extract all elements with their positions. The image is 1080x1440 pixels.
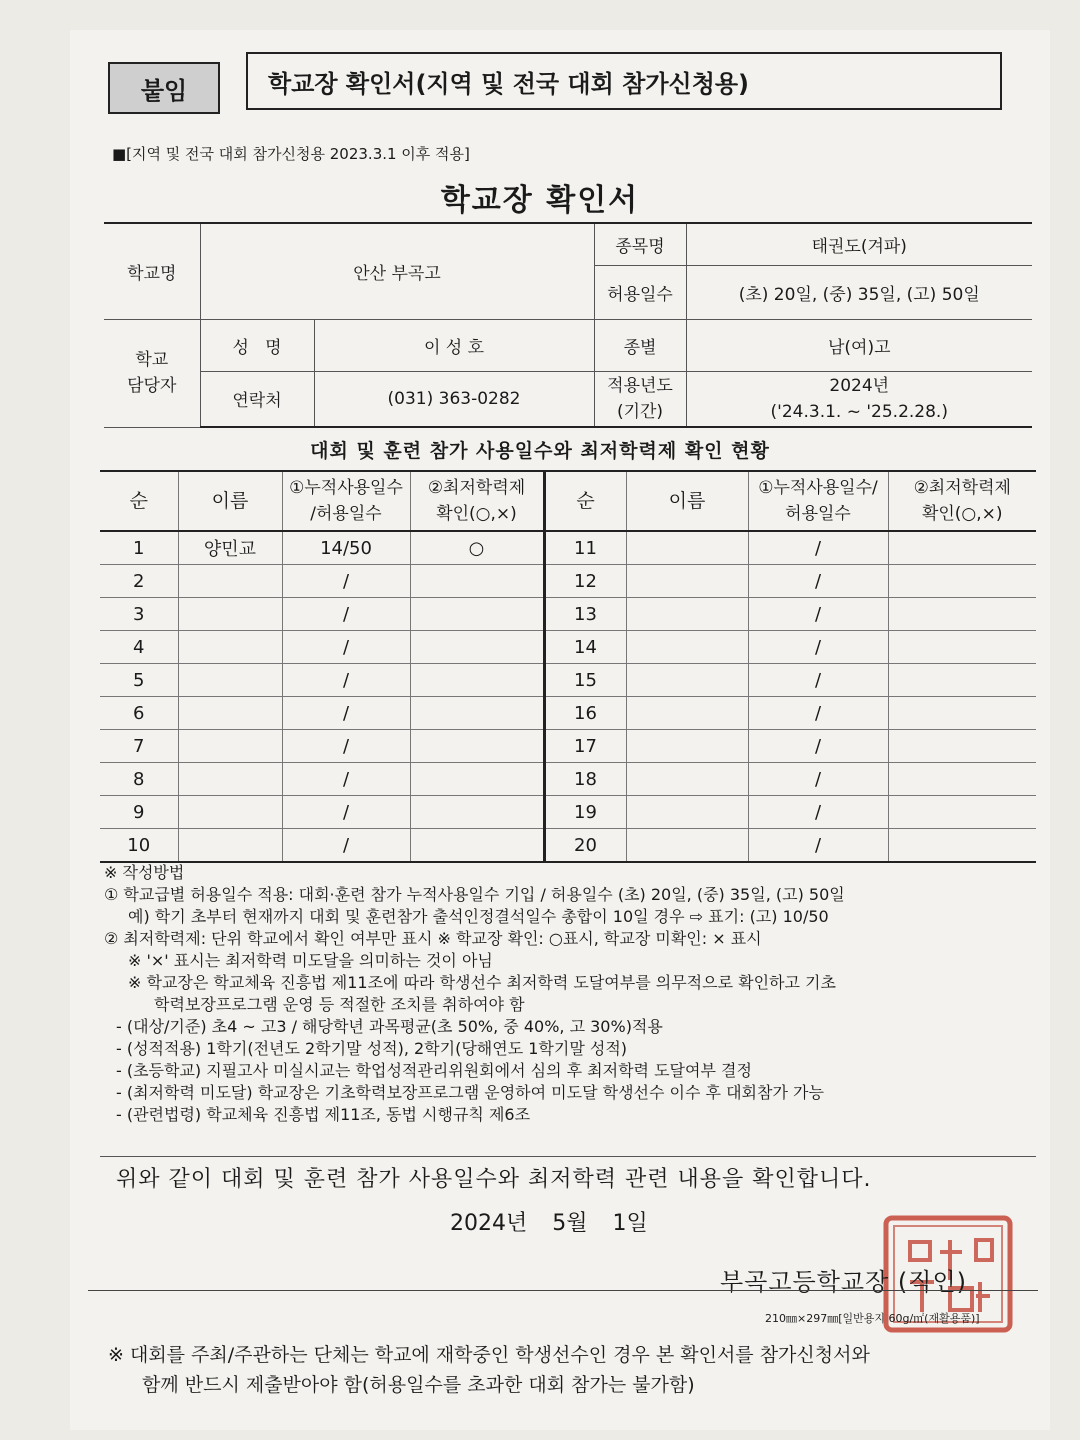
table-row — [100, 565, 1036, 598]
note-4: ※ 학교장은 학교체육 진흥법 제11조에 따라 학생선수 최저학력 도달여부를 의무적으로 확인하고 기초 — [128, 973, 836, 992]
usage-table — [100, 470, 1036, 863]
header-days-right: ①누적사용일수/ 허용일수 — [748, 471, 888, 531]
allowed-days-value: (초) 20일, (중) 35일, (고) 50일 — [686, 265, 1032, 319]
table-row — [100, 697, 1036, 730]
row-name[interactable] — [626, 631, 748, 664]
header-name-right: 이름 — [626, 471, 748, 531]
row-name[interactable] — [626, 829, 748, 863]
table-row — [100, 531, 1036, 565]
row-days[interactable]: / — [282, 598, 410, 631]
row-check[interactable] — [888, 565, 1036, 598]
attachment-tag: 붙임 — [108, 62, 220, 114]
row-name[interactable] — [178, 697, 282, 730]
row-name[interactable] — [178, 631, 282, 664]
row-check[interactable] — [888, 796, 1036, 829]
row-check[interactable] — [410, 796, 544, 829]
note-1: ① 학교급별 허용일수 적용: 대회·훈련 참가 누적사용일수 기입 / 허용일수 (초) 20일, (중) 35일, (고) 50일 — [104, 885, 845, 904]
row-no: 18 — [544, 763, 626, 796]
row-check[interactable] — [888, 598, 1036, 631]
row-no: 10 — [100, 829, 178, 863]
year-value: 2024년 ('24.3.1. ~ '25.2.28.) — [686, 371, 1032, 427]
row-days[interactable]: / — [282, 829, 410, 863]
row-days[interactable]: / — [748, 664, 888, 697]
row-no: 11 — [544, 531, 626, 565]
type-value: 남(여)고 — [686, 319, 1032, 371]
row-check[interactable]: ○ — [410, 531, 544, 565]
row-name[interactable] — [626, 664, 748, 697]
row-no: 20 — [544, 829, 626, 863]
school-info-table — [104, 222, 1032, 428]
row-check[interactable] — [410, 631, 544, 664]
header-min-left: ②최저학력제 확인(○,×) — [410, 471, 544, 531]
contact-phone-label: 연락처 — [200, 371, 314, 427]
row-check[interactable] — [888, 531, 1036, 565]
row-no: 1 — [100, 531, 178, 565]
event-label: 종목명 — [594, 223, 686, 265]
notes-heading: ※ 작성방법 — [104, 863, 185, 882]
header-no-right: 순 — [544, 471, 626, 531]
row-no: 12 — [544, 565, 626, 598]
row-days[interactable]: / — [748, 796, 888, 829]
paper-spec: 210㎜×297㎜[일반용지 60g/㎡(재활용품)] — [765, 1312, 980, 1325]
table-row — [100, 598, 1036, 631]
divider — [88, 1290, 1038, 1291]
row-check[interactable] — [410, 763, 544, 796]
row-no: 7 — [100, 730, 178, 763]
row-name[interactable]: 양민교 — [178, 531, 282, 565]
row-days[interactable]: / — [282, 697, 410, 730]
row-check[interactable] — [410, 565, 544, 598]
table-row — [100, 796, 1036, 829]
row-name[interactable] — [178, 664, 282, 697]
issue-date: 2024년 5월 1일 — [450, 1211, 648, 1236]
row-check[interactable] — [888, 631, 1036, 664]
application-note: ■[지역 및 전국 대회 참가신청용 2023.3.1 이후 적용] — [112, 145, 470, 163]
row-no: 13 — [544, 598, 626, 631]
row-name[interactable] — [626, 531, 748, 565]
note-detail-2: - (성적적용) 1학기(전년도 2학기말 성적), 2학기(당해연도 1학기말 성적) — [116, 1039, 628, 1058]
school-name-value: 안산 부곡고 — [200, 223, 594, 319]
row-check[interactable] — [888, 730, 1036, 763]
row-no: 5 — [100, 664, 178, 697]
note-1-example: 예) 학기 초부터 현재까지 대회 및 훈련참가 출석인정결석일수 총합이 10일 경우 ⇨ 표기: (고) 10/50 — [128, 907, 829, 926]
contact-phone-value: (031) 363-0282 — [314, 371, 594, 427]
row-days[interactable]: / — [748, 598, 888, 631]
row-days[interactable]: / — [282, 631, 410, 664]
row-days[interactable]: / — [748, 763, 888, 796]
row-days[interactable]: / — [748, 730, 888, 763]
row-no: 9 — [100, 796, 178, 829]
row-no: 4 — [100, 631, 178, 664]
note-2: ② 최저학력제: 단위 학교에서 확인 여부만 표시 ※ 학교장 확인: ○표시, 학교장 미확인: × 표시 — [104, 929, 762, 948]
note-detail-3: - (초등학교) 지필고사 미실시교는 학업성적관리위원회에서 심의 후 최저학력 도달여부 결정 — [116, 1061, 752, 1080]
table-row — [100, 730, 1036, 763]
table-row — [100, 631, 1036, 664]
row-name[interactable] — [626, 598, 748, 631]
note-detail-4: - (최저학력 미도달) 학교장은 기초학력보장프로그램 운영하여 미도달 학생선수 이수 후 대회참가 가능 — [116, 1083, 824, 1102]
instructions — [100, 862, 1050, 1126]
note-4-cont: 학력보장프로그램 운영 등 적절한 조치를 취하여야 함 — [154, 995, 525, 1014]
row-name[interactable] — [178, 763, 282, 796]
contact-group-label: 학교 담당자 — [104, 319, 200, 427]
row-check[interactable] — [410, 730, 544, 763]
row-name[interactable] — [178, 829, 282, 863]
row-days[interactable]: 14/50 — [282, 531, 410, 565]
row-check[interactable] — [888, 664, 1036, 697]
row-no: 6 — [100, 697, 178, 730]
row-name[interactable] — [626, 730, 748, 763]
row-days[interactable]: / — [282, 763, 410, 796]
row-no: 2 — [100, 565, 178, 598]
header-no-left: 순 — [100, 471, 178, 531]
header-name-left: 이름 — [178, 471, 282, 531]
type-label: 종별 — [594, 319, 686, 371]
row-days[interactable]: / — [282, 565, 410, 598]
row-days[interactable]: / — [282, 664, 410, 697]
school-name-label: 학교명 — [104, 223, 200, 319]
contact-name-value: 이 성 호 — [314, 319, 594, 371]
row-no: 17 — [544, 730, 626, 763]
row-days[interactable]: / — [748, 829, 888, 863]
year-label: 적용년도 (기간) — [594, 371, 686, 427]
row-name[interactable] — [626, 565, 748, 598]
table-row — [100, 829, 1036, 863]
contact-name-label: 성 명 — [200, 319, 314, 371]
row-check[interactable] — [888, 763, 1036, 796]
row-check[interactable] — [888, 697, 1036, 730]
row-name[interactable] — [178, 598, 282, 631]
event-value: 태권도(겨파) — [686, 223, 1032, 265]
footer-note — [108, 1340, 1038, 1400]
page-title: 학교장 확인서 — [440, 183, 640, 218]
footer-line-2: 함께 반드시 제출받아야 함(허용일수를 초과한 대회 참가는 불가함) — [142, 1374, 695, 1396]
allowed-days-label: 허용일수 — [594, 265, 686, 319]
row-check[interactable] — [888, 829, 1036, 863]
row-no: 8 — [100, 763, 178, 796]
footer-line-1: ※ 대회를 주최/주관하는 단체는 학교에 재학중인 학생선수인 경우 본 확인서를 참가신청서와 — [108, 1344, 870, 1366]
row-name[interactable] — [626, 697, 748, 730]
row-days[interactable]: / — [748, 697, 888, 730]
row-check[interactable] — [410, 664, 544, 697]
row-days[interactable]: / — [748, 531, 888, 565]
signer-name: 부곡고등학교장 (직인) — [720, 1268, 968, 1296]
table-row — [100, 664, 1036, 697]
row-days[interactable]: / — [748, 631, 888, 664]
row-name[interactable] — [626, 796, 748, 829]
header-days-left: ①누적사용일수 /허용일수 — [282, 471, 410, 531]
row-check[interactable] — [410, 598, 544, 631]
note-3: ※ '×' 표시는 최저학력 미도달을 의미하는 것이 아님 — [128, 951, 493, 970]
row-check[interactable] — [410, 829, 544, 863]
row-no: 14 — [544, 631, 626, 664]
row-check[interactable] — [410, 697, 544, 730]
row-days[interactable]: / — [282, 796, 410, 829]
header-min-right: ②최저학력제 확인(○,×) — [888, 471, 1036, 531]
document-header-title: 학교장 확인서(지역 및 전국 대회 참가신청용) — [246, 52, 1002, 110]
row-no: 19 — [544, 796, 626, 829]
row-no: 15 — [544, 664, 626, 697]
row-days[interactable]: / — [748, 565, 888, 598]
row-name[interactable] — [626, 763, 748, 796]
row-no: 3 — [100, 598, 178, 631]
row-no: 16 — [544, 697, 626, 730]
row-name[interactable] — [178, 796, 282, 829]
row-name[interactable] — [178, 565, 282, 598]
divider — [100, 1156, 1036, 1157]
row-name[interactable] — [178, 730, 282, 763]
note-detail-1: - (대상/기준) 초4 ~ 고3 / 해당학년 과목평균(초 50%, 중 40%, 고 30%)적용 — [116, 1017, 663, 1036]
table-row — [100, 763, 1036, 796]
row-days[interactable]: / — [282, 730, 410, 763]
note-detail-5: - (관련법령) 학교체육 진흥법 제11조, 동법 시행규칙 제6조 — [116, 1105, 531, 1124]
confirmation-statement: 위와 같이 대회 및 훈련 참가 사용일수와 최저학력 관련 내용을 확인합니다. — [116, 1167, 872, 1192]
section-title: 대회 및 훈련 참가 사용일수와 최저학력제 확인 현황 — [310, 440, 770, 462]
